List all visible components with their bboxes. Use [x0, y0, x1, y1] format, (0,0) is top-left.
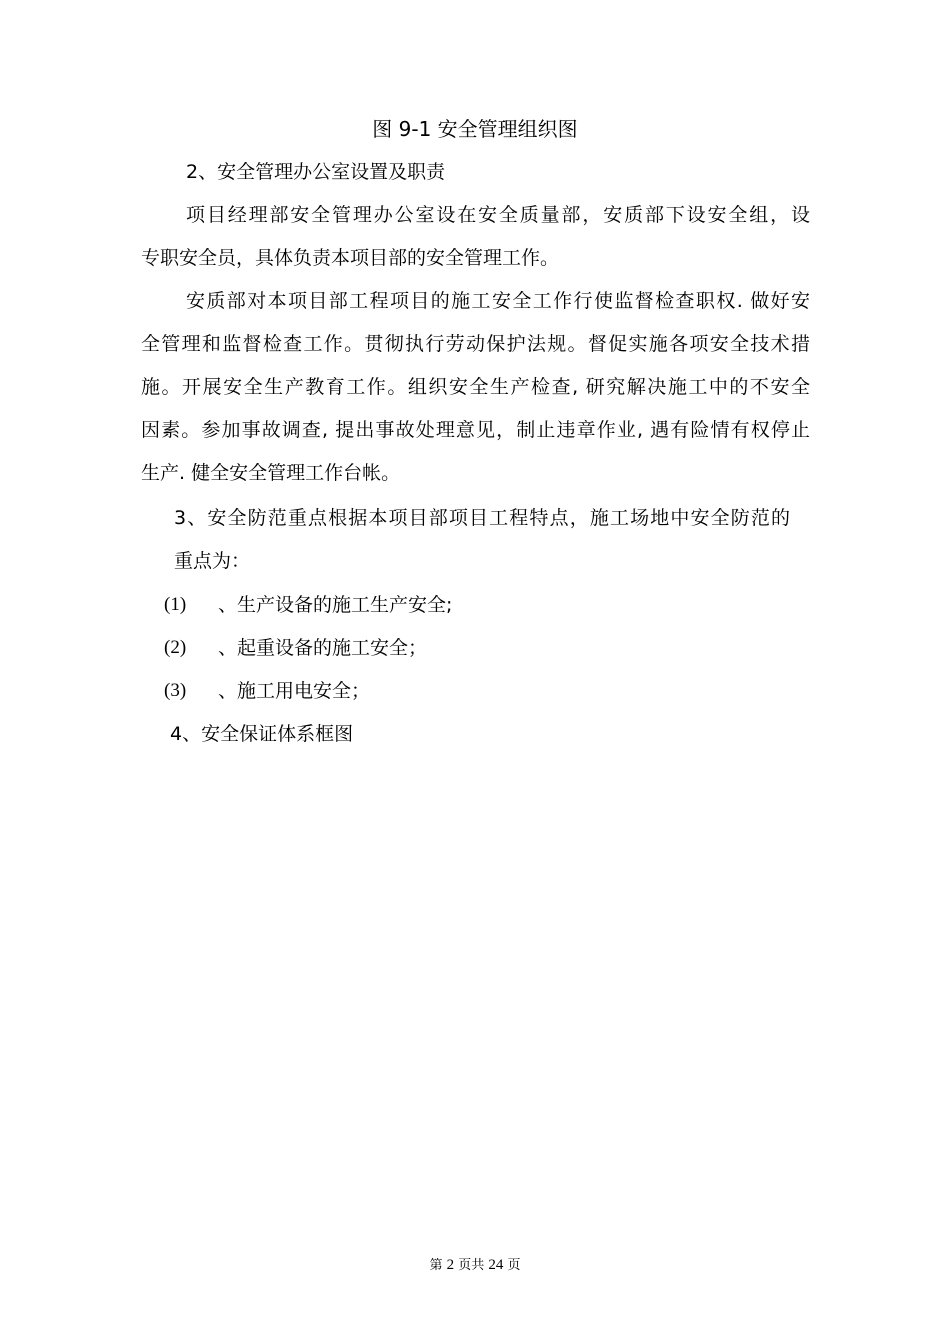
list-item-3-text: 、施工用电安全；: [218, 680, 371, 702]
section-2-para2-line1: 安质部对本项目部工程项目的施工安全工作行使监督检查职权. 做好安: [186, 290, 810, 312]
footer-page-number: 2: [446, 1257, 455, 1273]
footer-total-pages: 24: [488, 1257, 504, 1273]
section-3-intro-line1: 3、安全防范重点根据本项目部项目工程特点，施工场地中安全防范的: [174, 507, 790, 529]
list-item-2-text: 、起重设备的施工安全；: [218, 637, 428, 659]
list-item-1-text: 、生产设备的施工生产安全;: [218, 594, 453, 616]
section-2-para2-line2: 全管理和监督检查工作。贯彻执行劳动保护法规。督促实施各项安全技术措: [141, 333, 810, 355]
list-item-3-number: (3): [164, 680, 187, 701]
list-item-1-number: (1): [164, 594, 187, 615]
figure-caption: 图 9-1 安全管理组织图: [372, 117, 578, 141]
section-2-para2-line4: 因素。参加事故调查, 提出事故处理意见，制止违章作业, 遇有险情有权停止: [141, 419, 810, 441]
footer-prefix: 第: [429, 1258, 443, 1273]
section-4-heading: 4、安全保证体系框图: [170, 723, 354, 745]
list-item-2-number: (2): [164, 637, 187, 658]
footer-suffix: 页: [507, 1258, 521, 1273]
page-footer: [0, 1256, 950, 1275]
section-2-para2-line5: 生产. 健全安全管理工作台帐。: [141, 462, 401, 484]
section-2-para1-line1: 项目经理部安全管理办公室设在安全质量部，安质部下设安全组，设: [186, 204, 810, 226]
section-3-intro-line2: 重点为：: [174, 550, 251, 572]
section-2-heading: 2、安全管理办公室设置及职责: [186, 161, 446, 183]
section-2-para1-line2: 专职安全员，具体负责本项目部的安全管理工作。: [141, 247, 560, 269]
footer-middle: 页共: [458, 1258, 485, 1273]
section-2-para2-line3: 施。开展安全生产教育工作。组织安全生产检查, 研究解决施工中的不安全: [141, 376, 810, 398]
